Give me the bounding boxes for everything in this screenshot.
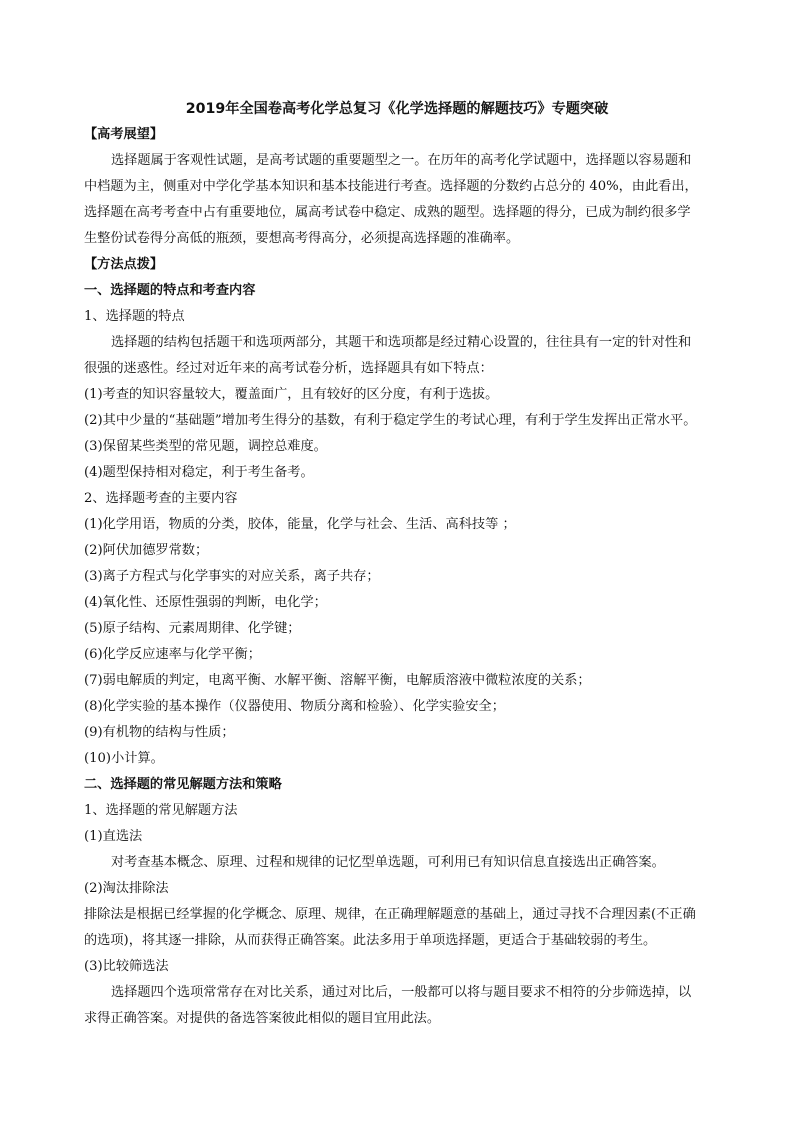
content-item: (6)化学反应速率与化学平衡； bbox=[84, 647, 261, 662]
content-item: (9)有机物的结构与性质； bbox=[84, 725, 235, 740]
feature-item: (3)保留某些类型的常见题，调控总难度。 bbox=[84, 439, 327, 454]
feature-item: (2)其中少量的“基础题”增加考生得分的基数，有利于稳定学生的考试心理，有利于学生发挥出正常水平。 bbox=[84, 413, 697, 428]
features-intro-line: 很强的迷惑性。经过对近年来的高考试卷分析，选择题具有如下特点： bbox=[84, 361, 493, 376]
content-item: (5)原子结构、元素周期律、化学键； bbox=[84, 621, 301, 636]
subheading-features: 1、选择题的特点 bbox=[84, 309, 185, 324]
content-item: (1)化学用语，物质的分类，胶体，能量，化学与社会、生活、高科技等 ； bbox=[84, 517, 516, 532]
method-text: 的选项)，将其逐一排除，从而获得正确答案。此法多用于单项选择题，更适合于基础较弱的考生。 bbox=[84, 933, 657, 948]
subheading-methods: 1、选择题的常见解题方法 bbox=[84, 803, 238, 818]
method-text: 求得正确答案。对提供的备选答案彼此相似的题目宜用此法。 bbox=[84, 1011, 441, 1026]
method-title: (2)淘汰排除法 bbox=[84, 881, 169, 896]
content-item: (2)阿伏加德罗常数； bbox=[84, 543, 209, 558]
feature-item: (1)考查的知识容量较大，覆盖面广，且有较好的区分度，有利于选拔。 bbox=[84, 387, 499, 402]
document-page bbox=[84, 96, 710, 1032]
content-item: (7)弱电解质的判定，电离平衡、水解平衡、溶解平衡，电解质溶液中微粒浓度的关系； bbox=[84, 673, 591, 688]
outlook-line: 中档题为主，侧重对中学化学基本知识和基本技能进行考查。选择题的分数约占总分的 40%，由此看出， bbox=[84, 179, 698, 194]
features-intro-line: 选择题的结构包括题干和选项两部分，其题干和选项都是经过精心设置的，往往具有一定的针对性和 bbox=[111, 335, 692, 350]
document-title: 2019年全国卷高考化学总复习《化学选择题的解题技巧》专题突破 bbox=[185, 101, 609, 117]
content-item: (10)小计算。 bbox=[84, 751, 164, 766]
method-text: 选择题四个选项常常存在对比关系，通过对比后，一般都可以将与题目要求不相符的分步筛选掉，以 bbox=[111, 985, 692, 1000]
content-item: (8)化学实验的基本操作（仪器使用、物质分离和检验）、化学实验安全； bbox=[84, 699, 505, 714]
method-text: 排除法是根据已经掌握的化学概念、原理、规律，在正确理解题意的基础上，通过寻找不合理因素(不正确 bbox=[84, 907, 696, 922]
outlook-line: 选择题在高考考查中占有重要地位，属高考试卷中稳定、成熟的题型。选择题的得分，已成为制约很多学 bbox=[84, 205, 691, 220]
heading-part-two: 二、选择题的常见解题方法和策略 bbox=[84, 777, 282, 792]
section-heading-method: 【方法点拨】 bbox=[84, 257, 164, 272]
outlook-line: 选择题属于客观性试题，是高考试题的重要题型之一。在历年的高考化学试题中，选择题以容易题和 bbox=[111, 153, 692, 168]
outlook-line: 生整份试卷得分高低的瓶颈，要想高考得高分，必须提高选择题的准确率。 bbox=[84, 231, 520, 246]
feature-item: (4)题型保持相对稳定，利于考生备考。 bbox=[84, 465, 314, 480]
content-item: (4)氧化性、还原性强弱的判断，电化学； bbox=[84, 595, 327, 610]
heading-part-one: 一、选择题的特点和考查内容 bbox=[84, 283, 256, 298]
section-heading-outlook: 【高考展望】 bbox=[84, 127, 164, 142]
method-text: 对考查基本概念、原理、过程和规律的记忆型单选题，可利用已有知识信息直接选出正确答案。 bbox=[111, 855, 665, 870]
method-title: (3)比较筛选法 bbox=[84, 959, 169, 974]
content-item: (3)离子方程式与化学事实的对应关系，离子共存； bbox=[84, 569, 380, 584]
method-title: (1)直选法 bbox=[84, 829, 143, 844]
subheading-contents: 2、选择题考查的主要内容 bbox=[84, 491, 238, 506]
